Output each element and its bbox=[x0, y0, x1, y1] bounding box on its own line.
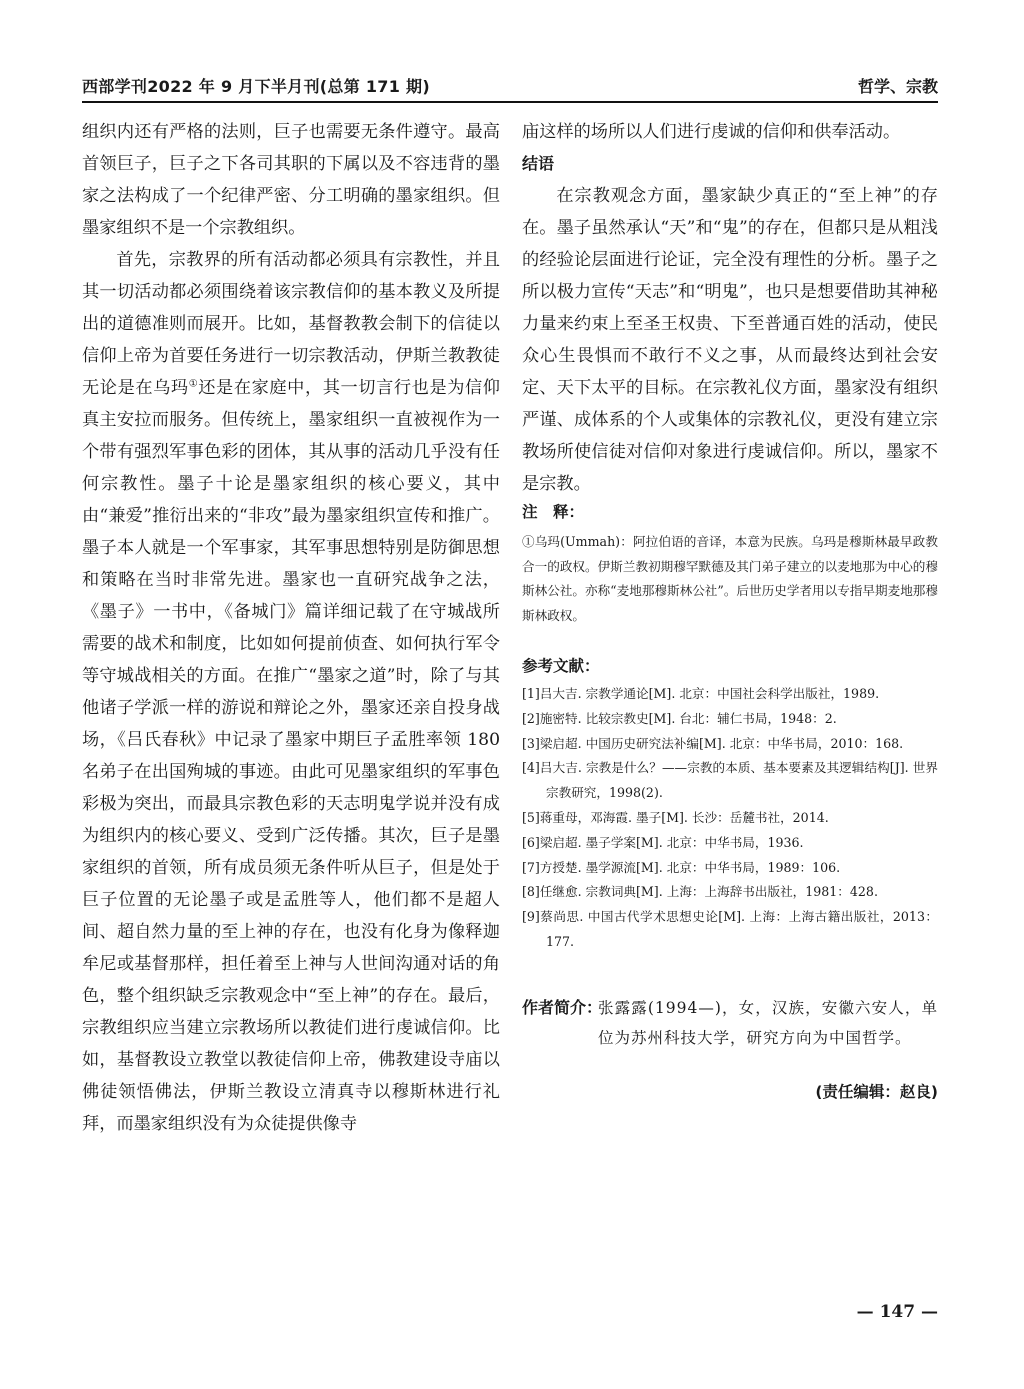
footnote-marker[interactable]: ① bbox=[188, 378, 199, 390]
reference-list bbox=[522, 682, 938, 955]
right-column bbox=[522, 116, 938, 500]
references-heading: 参考文献： bbox=[522, 657, 600, 675]
body-paragraph: 在宗教观念方面，墨家缺少真正的“至上神”的存在。墨子虽然承认“天”和“鬼”的存在，但都只是从粗浅的经验论层面进行论证，完全没有理性的分析。墨子之所以极力宣传“天志”和“明鬼”，也只是想要借助其神秘力量来约束上至圣王权贵、下至普通百姓的活动，使民众心生畏惧而不敢行不义之事，从而最终达到社会安定、天下太平的目标。在宗教礼仪方面，墨家没有组织严谨、成体系的个人或集体的宗教礼仪，更没有建立宗教场所使信徒对信仰对象进行虔诚信仰。所以，墨家不是宗教。 bbox=[522, 186, 938, 494]
journal-issue: 西部学刊2022 年 9 月下半月刊(总第 171 期) bbox=[82, 77, 430, 96]
paragraph-text: 首先，宗教界的所有活动都必须具有宗教性，并且其一切活动都必须围绕着该宗教信仰的基本教义及所提出的道德准则而展开。比如，基督教教会制下的信徒以信仰上帝为首要任务进行一切宗教活动，伊斯兰教教徒无论是在乌玛 bbox=[82, 250, 500, 398]
reference-item: [5]蒋重母，邓海霞. 墨子[M]. 长沙：岳麓书社，2014. bbox=[522, 809, 829, 825]
paragraph-text: 还是在家庭中，其一切言行也是为信仰真主安拉而服务。但传统上，墨家组织一直被视作为一个带有强烈军事色彩的团体，其从事的活动几乎没有任何宗教性。墨子十论是墨家组织的核心要义，其中由“兼爱”推衍出来的“非攻”最为墨家组织宣传和推广。墨子本人就是一个军事家，其军事思想特别是防御思想和策略在当时非常先进。墨家也一直研究战争之法，《墨子》一书中，《备城门》篇详细记载了在守城战所需要的战术和制度，比如如何提前侦查、如何执行军令等守城战相关的方面。在推广“墨家之道”时，除了与其他诸子学派一样的游说和辩论之外，墨家还亲自投身战场，《吕氏春秋》中记录了墨家中期巨子孟胜率领 180 名弟子在出国殉城的事迹。由此可见墨家组织的军事色彩极为突出，而最具宗教色彩的天志明鬼学说并没有成为组织内的核心要义、受到广泛传播。其次，巨子是墨家组织的首领，所有成员须无条件听从巨子，但是处于巨子位置的无论墨子或是孟胜等人，他们都不是超人间、超自然力量的至上神的存在，也没有化身为像释迦牟尼或基督那样，担任着至上神与人世间沟通对话的角色，整个组织缺乏宗教观念中“至上神”的存在。最后，宗教组织应当建立宗教场所以教徒们进行虔诚信仰。比如，基督教设立教堂以教徒信仰上帝，佛教建设寺庙以佛徒领悟佛法，伊斯兰教设立清真寺以穆斯林进行礼拜，而墨家组织没有为众徒提供像寺 bbox=[82, 378, 500, 1134]
body-paragraph: 组织内还有严格的法则，巨子也需要无条件遵守。最高首领巨子，巨子之下各司其职的下属以及不容违背的墨家之法构成了一个纪律严密、分工明确的墨家组织。但墨家组织不是一个宗教组织。 bbox=[82, 122, 500, 238]
author-text: 张露露(1994—)，女，汉族，安徽六安人，单位为苏州科技大学，研究方向为中国哲学。 bbox=[598, 999, 938, 1047]
notes-heading: 注 释： bbox=[522, 503, 585, 521]
reference-item: [7]方授楚. 墨学源流[M]. 北京：中华书局，1989：106. bbox=[522, 859, 841, 875]
responsible-editor: (责任编辑：赵良) bbox=[815, 1083, 938, 1101]
author-label: 作者简介： bbox=[522, 998, 603, 1017]
reference-item: [9]蔡尚思. 中国古代学术思想史论[M]. 上海：上海古籍出版社，2013：177. bbox=[522, 909, 938, 949]
header-rule bbox=[82, 101, 938, 103]
note-text: ①乌玛(Ummah)：阿拉伯语的音译，本意为民族。乌玛是穆斯林最早政教合一的政权。伊斯兰教初期穆罕默德及其门弟子建立的以麦地那为中心的穆斯林公社。亦称“麦地那穆斯林公社”。后世历史学者用以专指早期麦地那穆斯林政权。 bbox=[522, 534, 938, 623]
references-section bbox=[522, 654, 938, 955]
reference-item: [4]吕大吉. 宗教是什么？——宗教的本质、基本要素及其逻辑结构[J]. 世界宗教研究，1998(2). bbox=[522, 760, 938, 801]
reference-item: [8]任继愈. 宗教词典[M]. 上海：上海辞书出版社，1981：428. bbox=[522, 884, 878, 900]
left-column bbox=[82, 116, 500, 1140]
reference-item: [2]施密特. 比较宗教史[M]. 台北：辅仁书局，1948：2. bbox=[522, 710, 837, 726]
page-number: — 147 — bbox=[856, 1302, 938, 1322]
reference-item: [1]吕大吉. 宗教学通论[M]. 北京：中国社会科学出版社，1989. bbox=[522, 686, 880, 701]
section-heading: 结语 bbox=[522, 154, 555, 173]
section-title: 哲学、宗教 bbox=[857, 77, 938, 96]
body-paragraph: 庙这样的场所以人们进行虔诚的信仰和供奉活动。 bbox=[522, 122, 901, 142]
running-header bbox=[82, 70, 938, 100]
body-paragraph bbox=[82, 244, 500, 1140]
reference-item: [3]梁启超. 中国历史研究法补编[M]. 北京：中华书局，2010：168. bbox=[522, 735, 904, 751]
author-bio bbox=[522, 993, 938, 1053]
notes-section bbox=[522, 500, 938, 628]
reference-item: [6]梁启超. 墨子学案[M]. 北京：中华书局，1936. bbox=[522, 834, 804, 850]
